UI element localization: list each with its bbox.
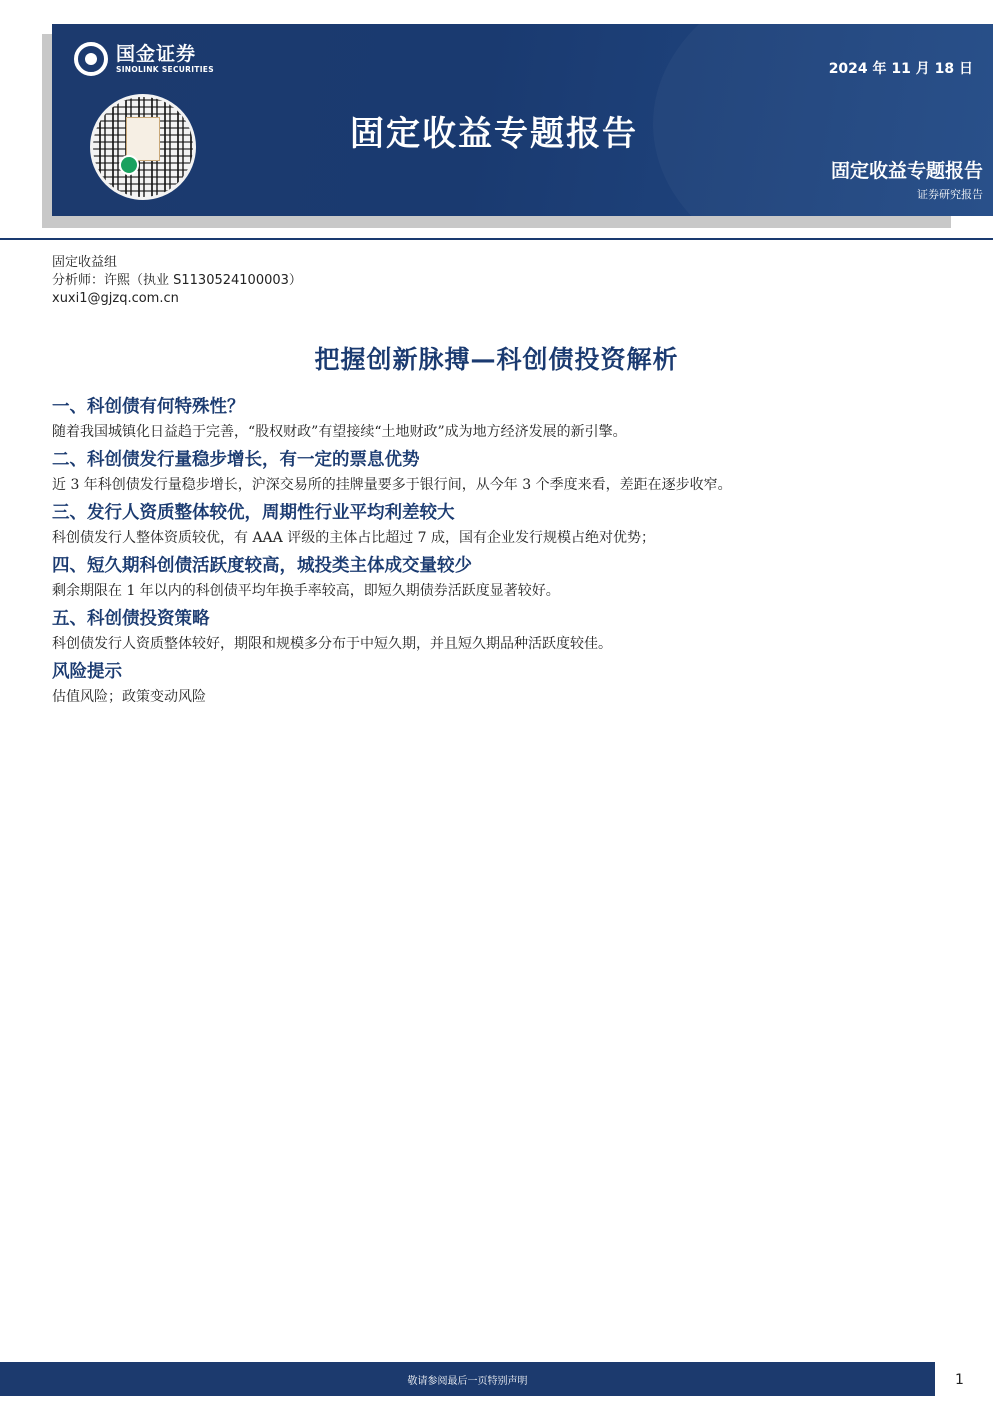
- analyst-name: 分析师：许熙（执业 S1130524100003）: [52, 273, 302, 288]
- footer-disclaimer: 敬请参阅最后一页特别声明: [407, 1376, 528, 1387]
- report-category: 固定收益专题报告: [830, 160, 983, 182]
- report-title: 把握创新脉搏—科创债投资解析: [314, 345, 679, 374]
- section-paragraph: 剩余期限在 1 年以内的科创债平均年换手率较高，即短久期债券活跃度显著较好。: [52, 583, 560, 599]
- company-logo: [74, 42, 214, 76]
- section-paragraph: 近 3 年科创债发行量稳步增长，沪深交易所的挂牌量要多于银行间，从今年 3 个季度来看，差距在逐步收窄。: [52, 477, 732, 493]
- research-group: 固定收益组: [52, 255, 118, 270]
- analyst-email[interactable]: xuxi1@gjzq.com.cn: [52, 291, 179, 306]
- section-heading: 四、短久期科创债活跃度较高，城投类主体成交量较少: [52, 556, 472, 576]
- section-heading: 风险提示: [52, 662, 122, 682]
- page-number: 1: [955, 1372, 964, 1388]
- logo-mark-icon: [74, 42, 108, 76]
- section-paragraph: 估值风险；政策变动风险: [52, 689, 206, 705]
- logo-name-cn: 国金证券: [116, 42, 197, 65]
- section-risk: [52, 659, 944, 709]
- section-3: [52, 500, 944, 550]
- header-divider: [0, 238, 993, 240]
- section-paragraph: 科创债发行人整体资质较优，有 AAA 评级的主体占比超过 7 成，国有企业发行规模占绝对优势；: [52, 530, 656, 546]
- report-date: 2024 年 11 月 18 日: [828, 61, 973, 77]
- author-block: [52, 254, 302, 308]
- report-subcategory: 证券研究报告: [917, 188, 983, 201]
- mini-program-badge-icon: [119, 155, 139, 175]
- section-paragraph: 随着我国城镇化日益趋于完善，“股权财政”有望接续“土地财政”成为地方经济发展的新引擎。: [52, 424, 627, 440]
- section-4: [52, 553, 944, 603]
- logo-name-en: SINOLINK SECURITIES: [116, 64, 214, 74]
- banner-title: 固定收益专题报告: [350, 114, 638, 154]
- header-banner: [52, 24, 993, 216]
- qr-code-icon: [90, 94, 196, 200]
- section-paragraph: 科创债发行人资质整体较好，期限和规模多分布于中短久期，并且短久期品种活跃度较佳。: [52, 636, 612, 652]
- section-heading: 三、发行人资质整体较优，周期性行业平均利差较大: [52, 503, 455, 523]
- section-heading: 二、科创债发行量稳步增长，有一定的票息优势: [52, 450, 420, 470]
- section-5: [52, 606, 944, 656]
- report-body: [52, 394, 944, 712]
- section-heading: 五、科创债投资策略: [52, 609, 210, 629]
- section-2: [52, 447, 944, 497]
- section-1: [52, 394, 944, 444]
- section-heading: 一、科创债有何特殊性？: [52, 397, 245, 417]
